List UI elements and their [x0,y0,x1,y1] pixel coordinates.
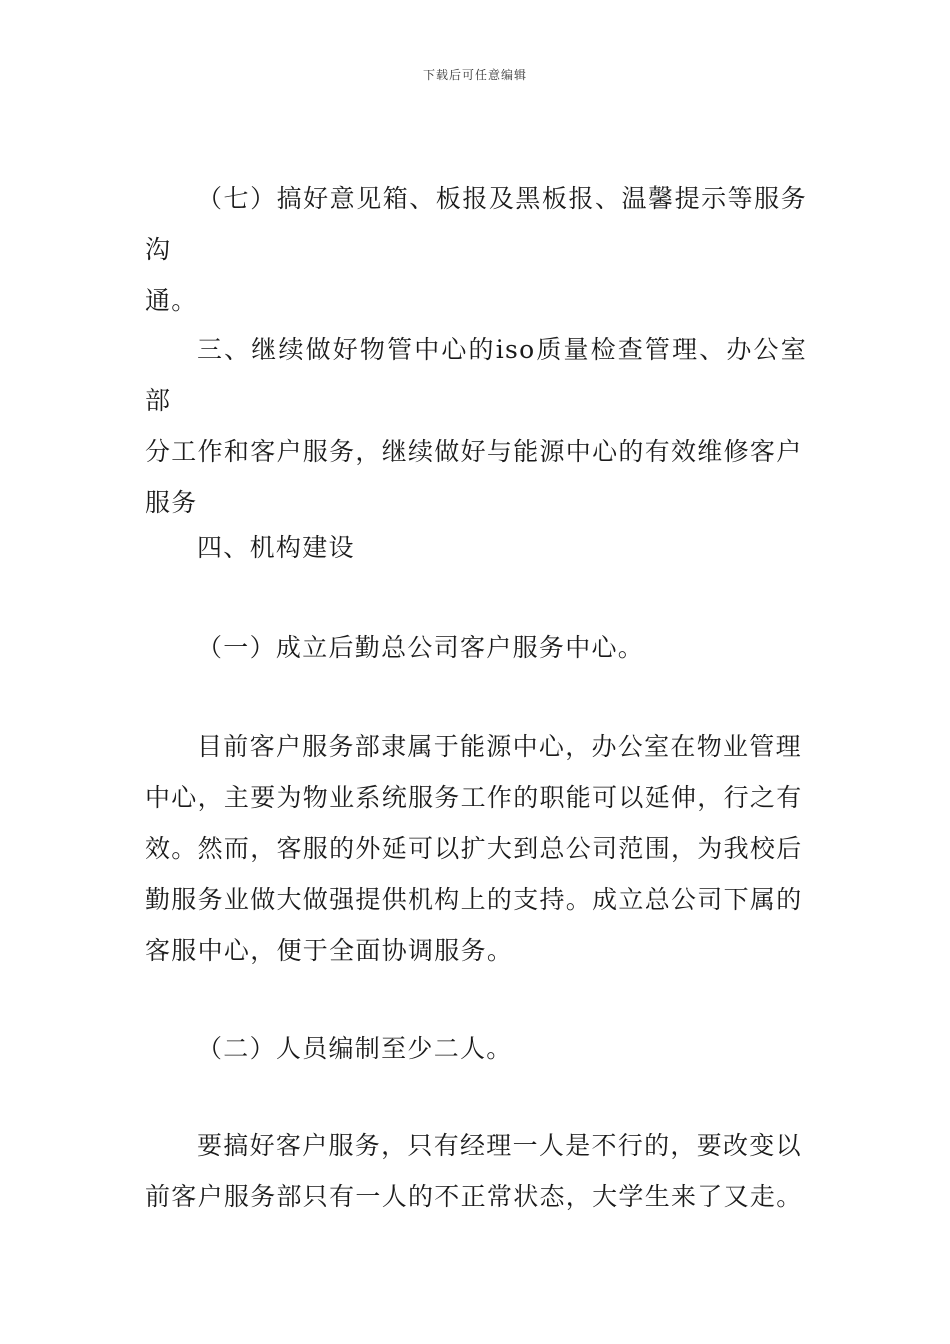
text-line: 前客户服务部只有一人的不正常状态，大学生来了又走。 [145,1182,803,1211]
paragraph-customer-service-dept [145,721,807,976]
text-line: （二）人员编制至少二人。 [197,1034,513,1063]
text-line: 通。 [145,286,198,315]
text-line: （七）搞好意见箱、板报及黑板报、温馨提示等服务沟 [145,184,807,264]
text-line: 效。然而，客服的外延可以扩大到总公司范围，为我校后 [145,834,803,863]
paragraph-item-two [145,1023,807,1074]
paragraph-item-one [145,622,807,673]
text-line: 目前客户服务部隶属于能源中心，办公室在物业管理 [197,732,802,761]
text-line: 三、继续做好物管中心的iso质量检查管理、办公室部 [145,335,807,415]
text-line: （一）成立后勤总公司客户服务中心。 [197,633,645,662]
text-line: 中心，主要为物业系统服务工作的职能可以延伸，行之有 [145,783,803,812]
page-header: 下载后可任意编辑 [422,68,527,82]
text-line: 要搞好客户服务，只有经理一人是不行的，要改变以 [197,1131,802,1160]
paragraph-staffing [145,1120,807,1222]
heading-section-four [145,522,807,573]
text-line: 四、机构建设 [197,533,355,562]
text-line: 勤服务业做大做强提供机构上的支持。成立总公司下属的 [145,885,803,914]
text-line: 服务 [145,488,198,517]
text-line: 分工作和客户服务，继续做好与能源中心的有效维修客户 [145,437,803,466]
paragraph-section-three [145,324,807,528]
paragraph-7-suggestion-box [145,173,807,326]
text-line: 客服中心，便于全面协调服务。 [145,936,514,965]
